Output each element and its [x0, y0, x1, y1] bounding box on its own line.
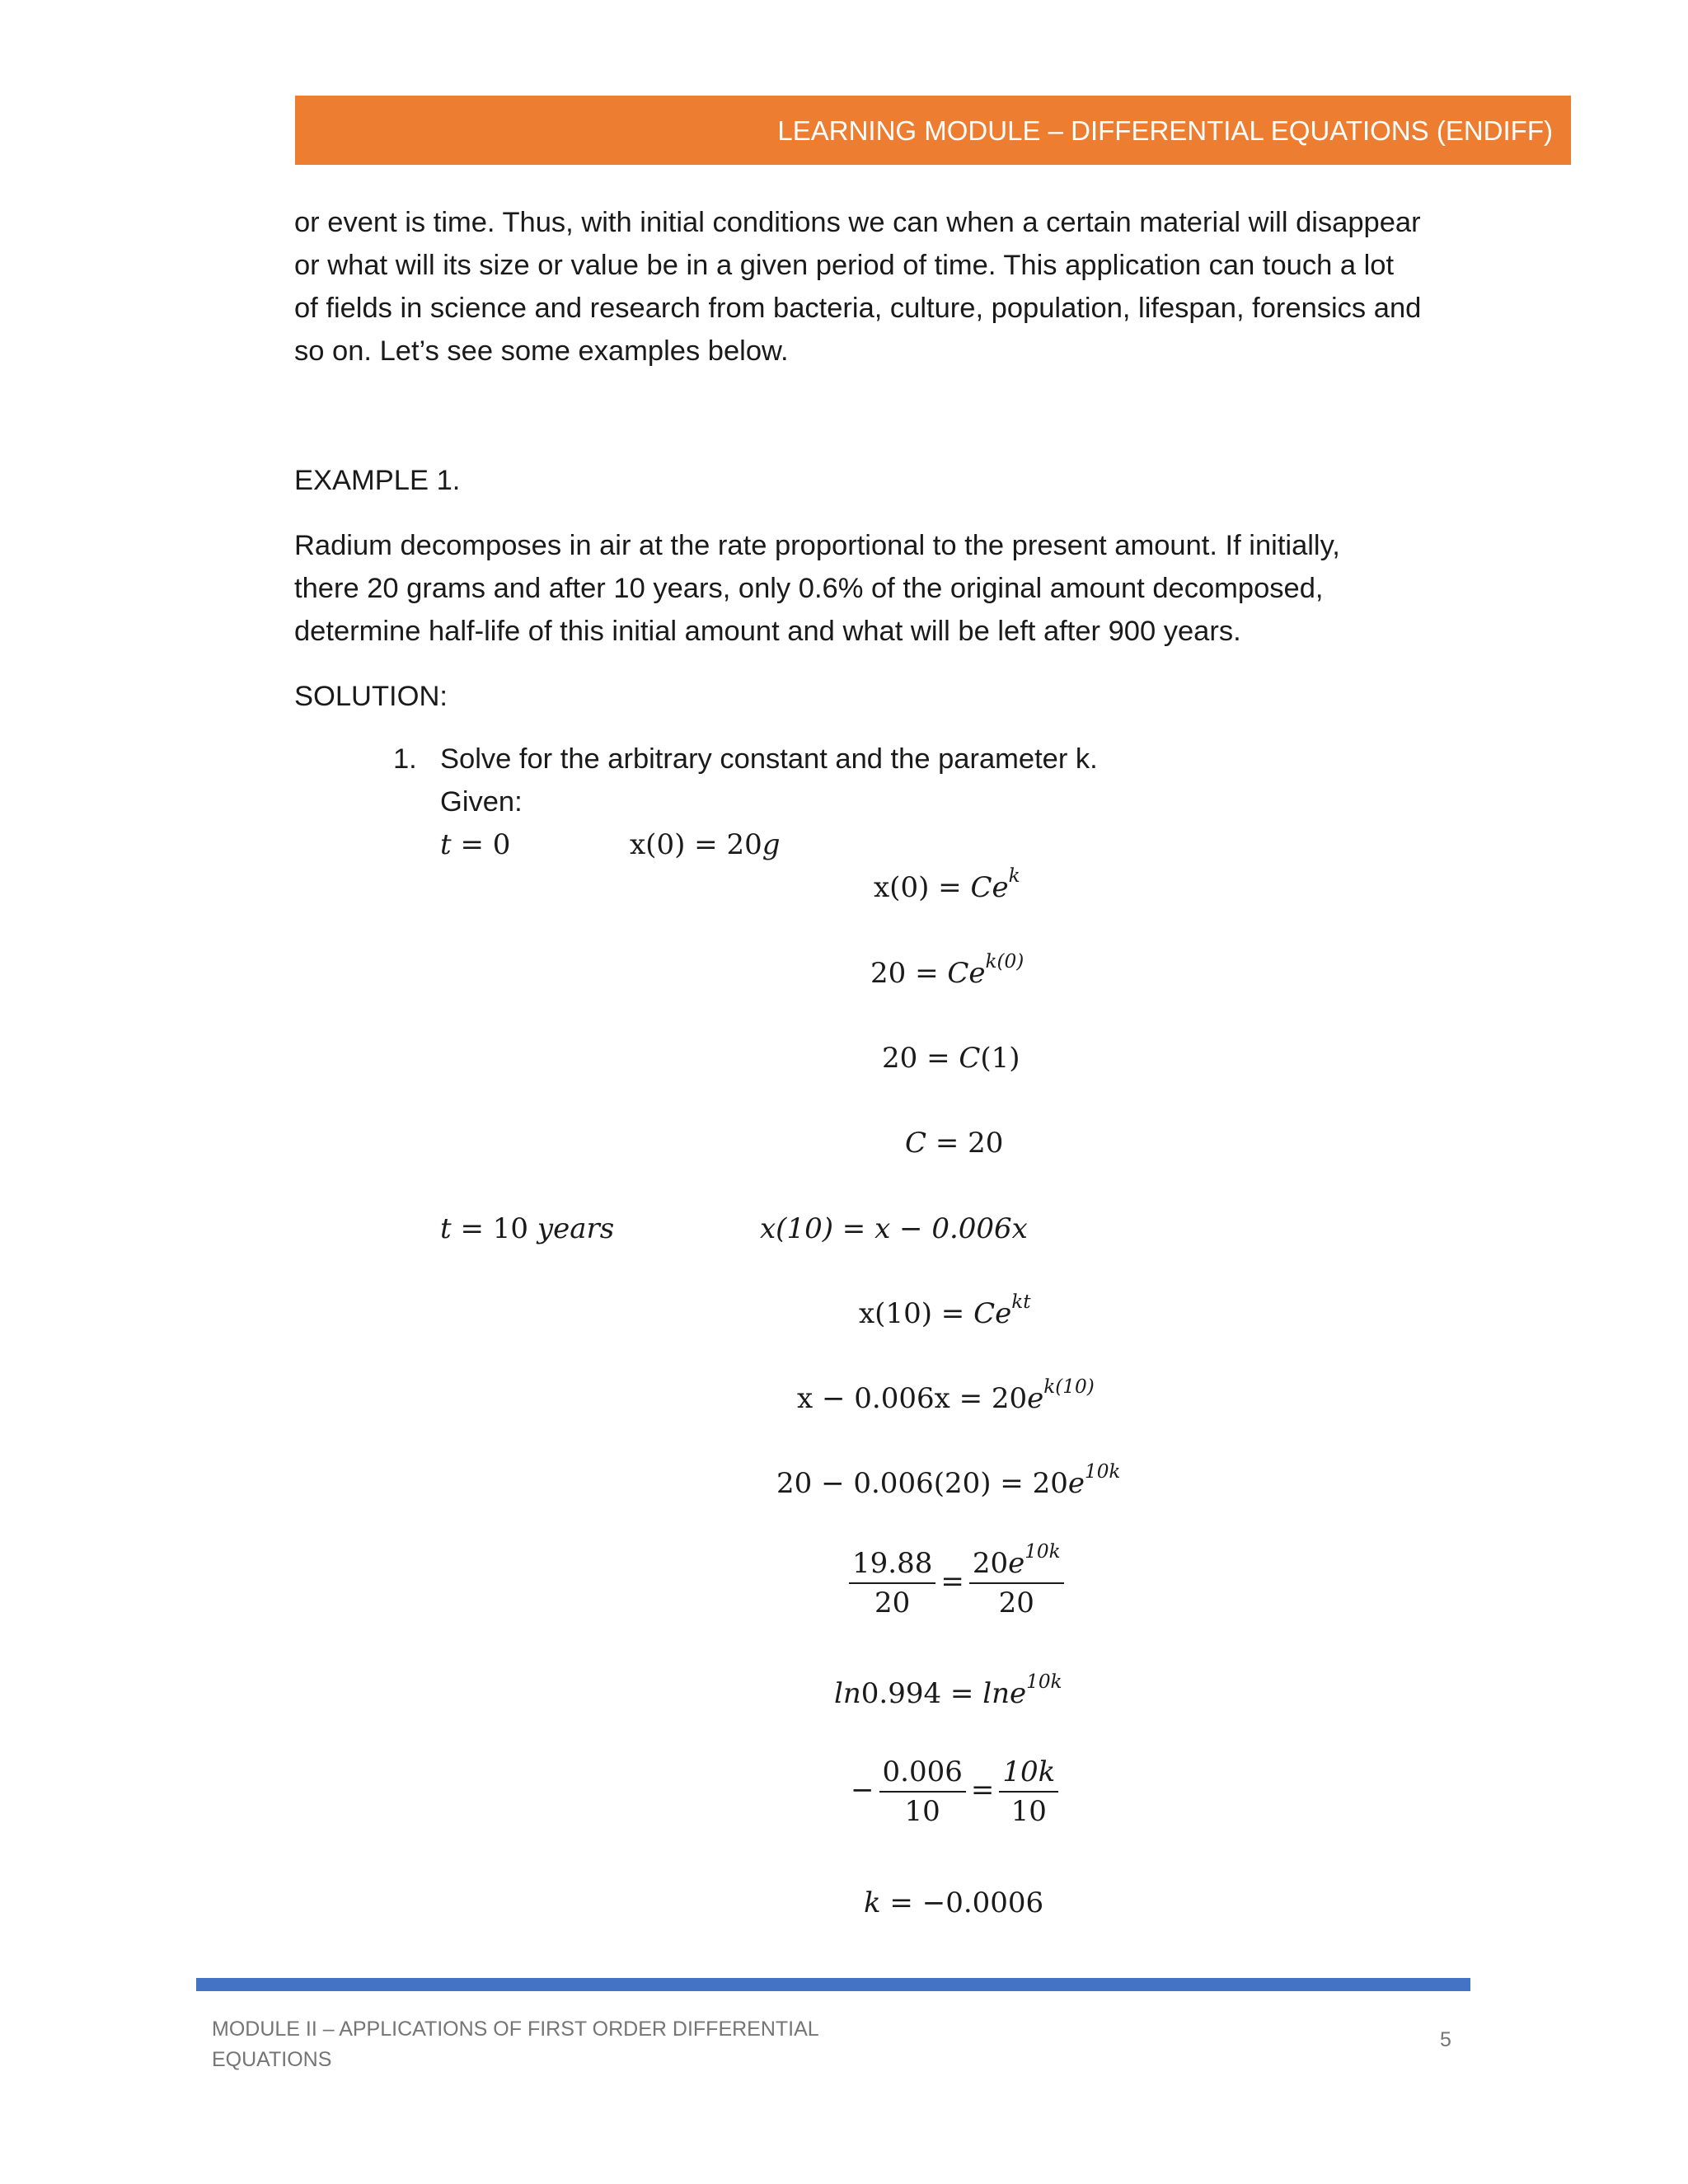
equation-solve-k: − $\frac{0.006}{10}$ = $\frac{10k}{10}$ [851, 1758, 1063, 1825]
equation-substitute-x: $20 - 0.006(20) = 20e^{10k}$ [776, 1460, 1121, 1500]
given-label: Given: [440, 786, 523, 818]
fraction-right: $\frac{20e^{10k}}{20}$ [969, 1549, 1064, 1617]
equation-c-times-one: 20 = C(1) [882, 1042, 1020, 1075]
equation-c-value: C = 20 [905, 1127, 1004, 1160]
equation-substitute-t0: $20 = Ce^{k(0)}$ [870, 950, 1025, 990]
equation-x10-general: $x(10) = Ce^{kt}$ [859, 1291, 1031, 1330]
step-number: 1. [393, 743, 417, 775]
equation-k-value: k = −0.0006 [864, 1886, 1044, 1919]
intro-line: or event is time. Thus, with initial conditions we can when a certain material will disappear [294, 207, 1421, 238]
fraction-left: $\frac{19.88}{20}$ [849, 1549, 935, 1617]
equation-substitute-t10: $x - 0.006x = 20e^{k(10)}$ [797, 1376, 1095, 1415]
problem-line: determine half-life of this initial amount and what will be left after 900 years. [294, 616, 1241, 647]
intro-paragraph [294, 201, 1470, 373]
step-text: Solve for the arbitrary constant and the parameter k. [440, 743, 1098, 775]
header-title: LEARNING MODULE – DIFFERENTIAL EQUATIONS (ENDIFF) [777, 115, 1553, 146]
problem-line: there 20 grams and after 10 years, only 0.6% of the original amount decomposed, [294, 573, 1324, 604]
given-t0: t = 0 [440, 828, 511, 861]
problem-line: Radium decomposes in air at the rate proportional to the present amount. If initially, [294, 530, 1340, 561]
given-t10: t = 10 years [440, 1212, 615, 1245]
intro-line: of fields in science and research from bacteria, culture, population, lifespan, forensics and [294, 293, 1422, 324]
equation-general-solution: $x(0) = Ce^k$ [874, 865, 1020, 904]
given-x10: x(10) = x − 0.006x [760, 1212, 1028, 1245]
fraction-left: $\frac{0.006}{10}$ [879, 1758, 966, 1825]
intro-line: or what will its size or value be in a given period of time. This application can touch a lot [294, 250, 1395, 281]
footer-rule [196, 1978, 1470, 1991]
solution-label: SOLUTION: [294, 681, 448, 712]
fraction-right: $\frac{10k}{10}$ [999, 1758, 1058, 1825]
problem-statement [294, 524, 1470, 653]
equation-natural-log: ln0.994 = lne$^{10k}$ [834, 1671, 1062, 1710]
intro-line: so on. Let’s see some examples below. [294, 335, 789, 367]
given-x0: x(0) = 20g [630, 828, 781, 861]
footer-module-title: MODULE II – APPLICATIONS OF FIRST ORDER DIFFERENTIAL EQUATIONS [212, 2018, 818, 2071]
equation-divide-by-20: $\frac{19.88}{20}$ = $\frac{20e^{10k}}{20}$ [844, 1549, 1069, 1617]
example-heading: EXAMPLE 1. [294, 465, 461, 496]
page-number: 5 [1440, 2028, 1451, 2051]
header-band [295, 96, 1571, 165]
